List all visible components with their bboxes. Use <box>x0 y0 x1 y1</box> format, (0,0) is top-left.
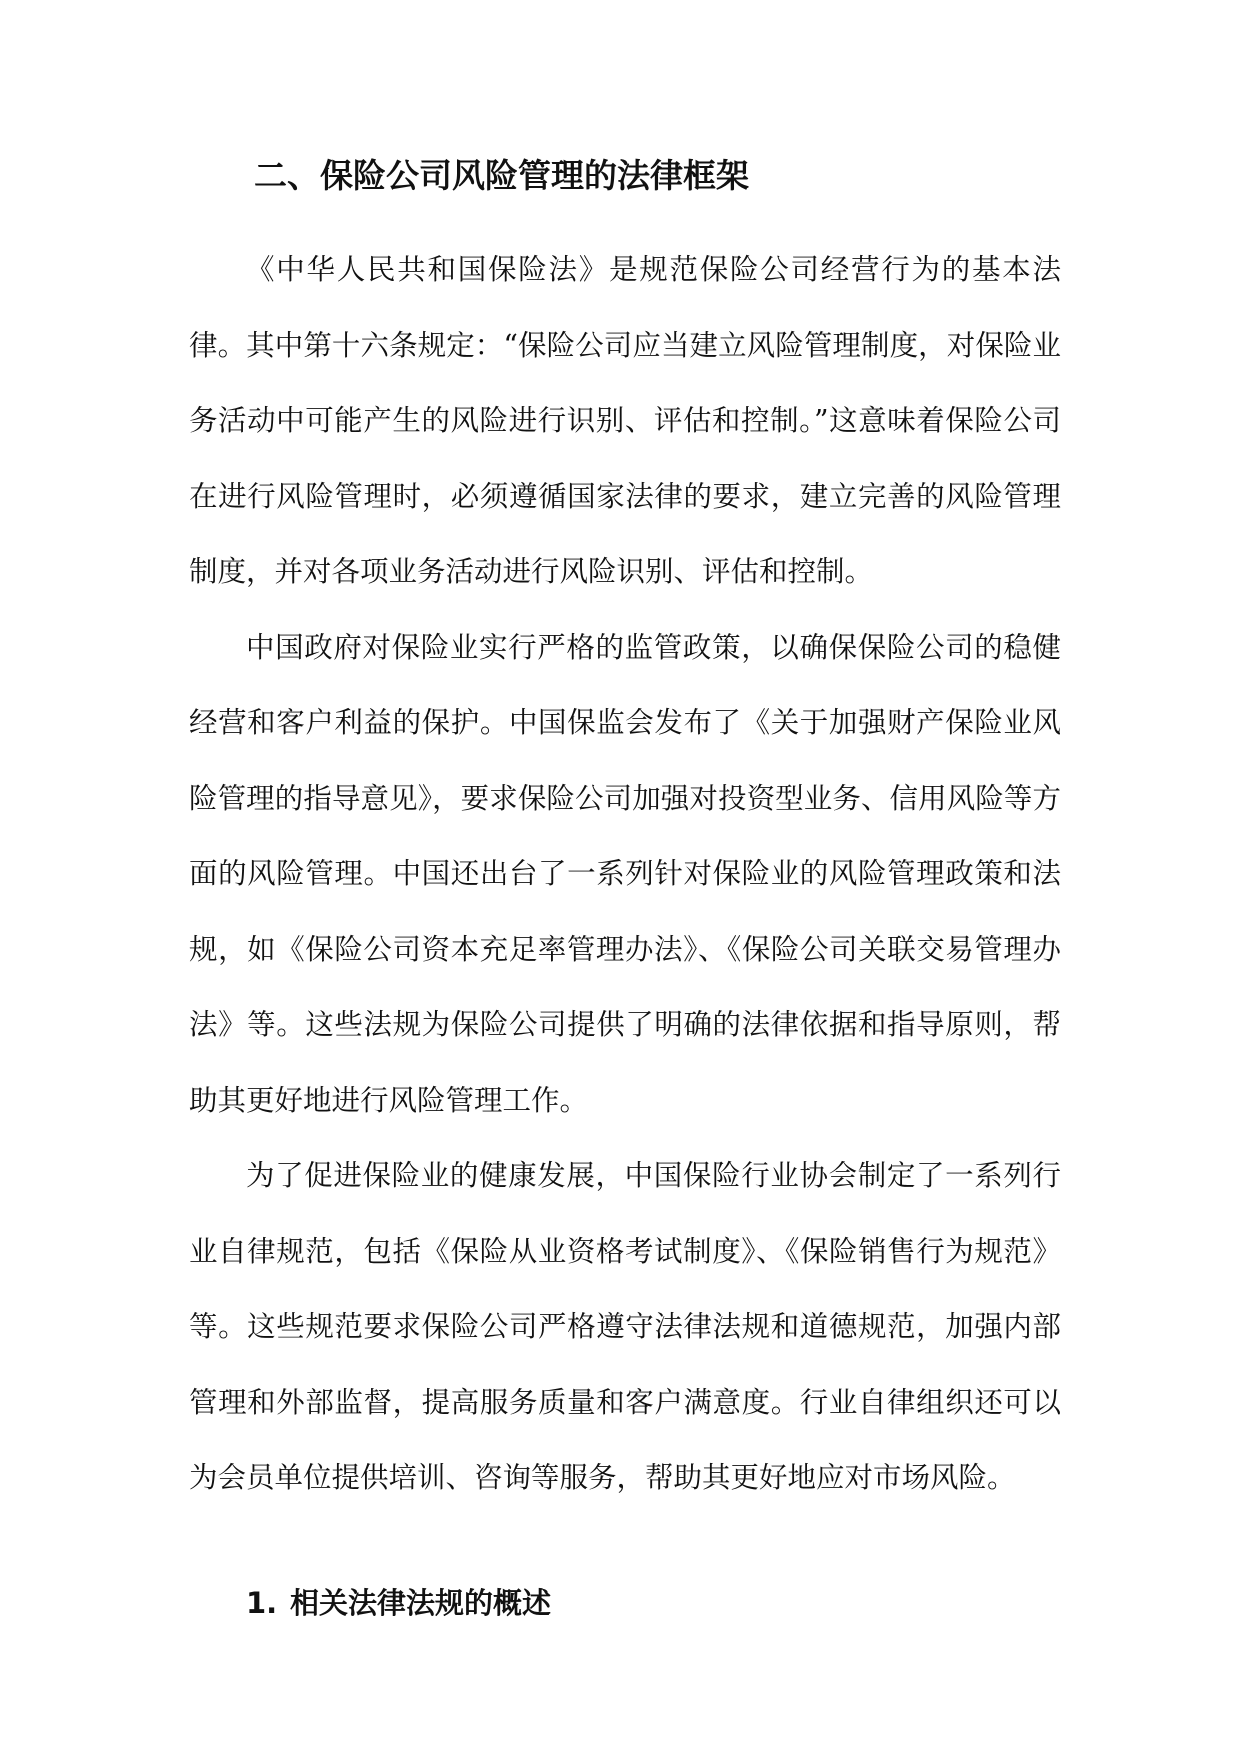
paragraph-industry-self-regulation: 为了促进保险业的健康发展，中国保险行业协会制定了一系列行业自律规范，包括《保险从业资格考试制度》、《保险销售行为规范》等。这些规范要求保险公司严格遵守法律法规和道德规范，加强内部管理和外部监督，提高服务质量和客户满意度。行业自律组织还可以为会员单位提供培训、咨询等服务，帮助其更好地应对市场风险。 <box>189 1159 1061 1494</box>
subsection-title: 相关法律法规的概述 <box>290 1586 552 1620</box>
paragraph-insurance-law: 《中华人民共和国保险法》是规范保险公司经营行为的基本法律。其中第十六条规定：“保险公司应当建立风险管理制度，对保险业务活动中可能产生的风险进行识别、评估和控制。”这意味着保险公司在进行风险管理时，必须遵循国家法律的要求，建立完善的风险管理制度，并对各项业务活动进行风险识别、评估和控制。 <box>189 253 1061 588</box>
subsection-heading <box>246 1580 551 1626</box>
subsection-number: 1. <box>246 1586 278 1620</box>
body-text <box>189 232 1061 1516</box>
section-title: 二、保险公司风险管理的法律框架 <box>254 156 749 195</box>
paragraph-regulatory-policy: 中国政府对保险业实行严格的监管政策，以确保保险公司的稳健经营和客户利益的保护。中国保监会发布了《关于加强财产保险业风险管理的指导意见》，要求保险公司加强对投资型业务、信用风险等方面的风险管理。中国还出台了一系列针对保险业的风险管理政策和法规，如《保险公司资本充足率管理办法》、《保险公司关联交易管理办法》等。这些法规为保险公司提供了明确的法律依据和指导原则，帮助其更好地进行风险管理工作。 <box>189 630 1061 1117</box>
